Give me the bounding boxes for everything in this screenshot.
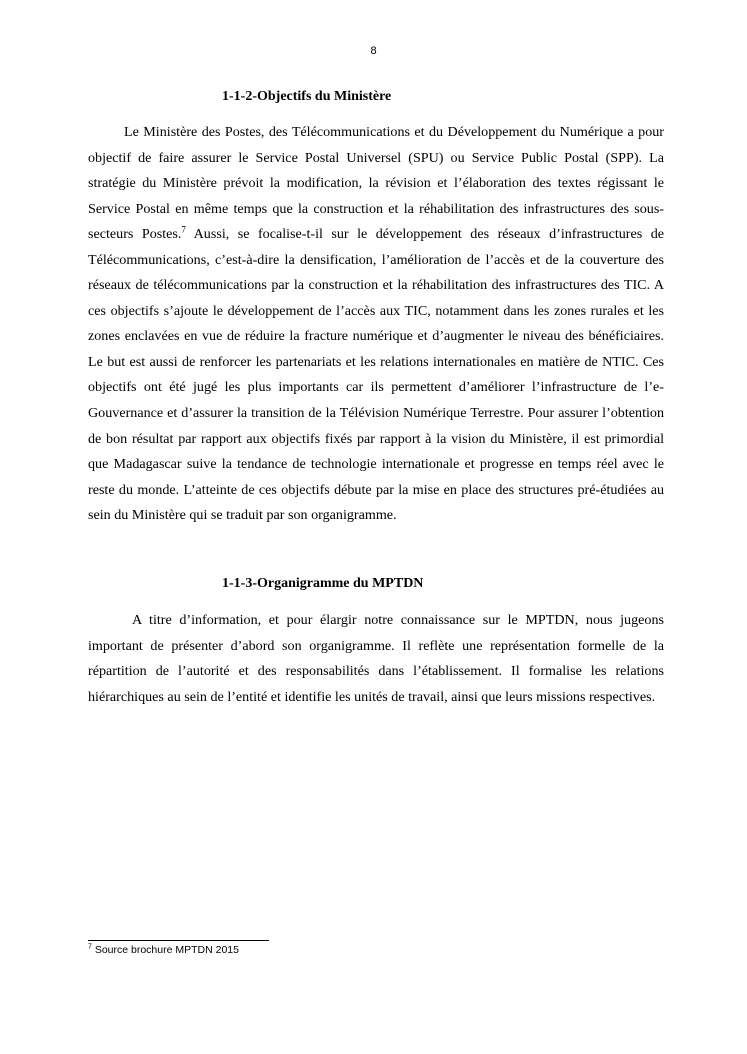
footnote-text: Source brochure MPTDN 2015 [91,944,239,956]
footnote-reference[interactable]: 7 [181,224,186,235]
footnote-number: 7 [88,943,92,951]
paragraph-objectifs [88,120,664,529]
footnote [88,943,239,957]
footnote-separator [88,940,269,941]
paragraph-organigramme: A titre d’information, et pour élargir notre connaissance sur le MPTDN, nous jugeons important de présenter d’abord son organigramme. Il reflète une représentation formelle de la répartition de l’autorité et des responsabilités dans l’établissement. Il formalise les relations hiérarchiques au sein de l’entité et identifie les unités de travail, ainsi que leurs missions respectives. [88,612,664,705]
paragraph-text-continued: Aussi, se focalise-t-il sur le développement des réseaux d’infrastructures de Télécommunications, c’est-à-dire la densification, l’amélioration de l’accès et de la couverture des réseaux de télécommunications par la construction et la réhabilitation des infrastructures des TIC. A ces objectifs s’ajoute le développement de l’accès aux TIC, notamment dans les zones rurales et les zones enclavées en vue de réduire la fracture numérique et d’augmenter le niveau des bénéficiaires. Le but est aussi de renforcer les partenariats et les relations internationales en matière de NTIC. Ces objectifs ont été jugé les plus importants car ils permettent d’améliorer l’infrastructure de l’e-Gouvernance et d’assurer la transition de la Télévision Numérique Terrestre. Pour assurer l’obtention de bon résultat par rapport aux objectifs fixés par rapport à la vision du Ministère, il est primordial que Madagascar suive la tendance de technologie internationale et progresse en temps réel avec le reste du monde. L’atteinte de ces objectifs débute par la mise en place des structures pré-étudiées au sein du Ministère qui se traduit par son organigramme. [88,226,664,524]
paragraph-text: Le Ministère des Postes, des Télécommunications et du Développement du Numérique a pour objectif de faire assurer le Service Postal Universel (SPU) ou Service Public Postal (SPP). La stratégie du Ministère prévoit la modification, la révision et l’élaboration des textes régissant le Service Postal en même temps que la construction et la réhabilitation des infrastructures des sous-secteurs Postes. [88,124,664,243]
section-heading-organigramme: 1-1-3-Organigramme du MPTDN [222,576,424,591]
page-number: 8 [370,45,377,57]
section-heading-objectifs: 1-1-2-Objectifs du Ministère [222,89,392,104]
